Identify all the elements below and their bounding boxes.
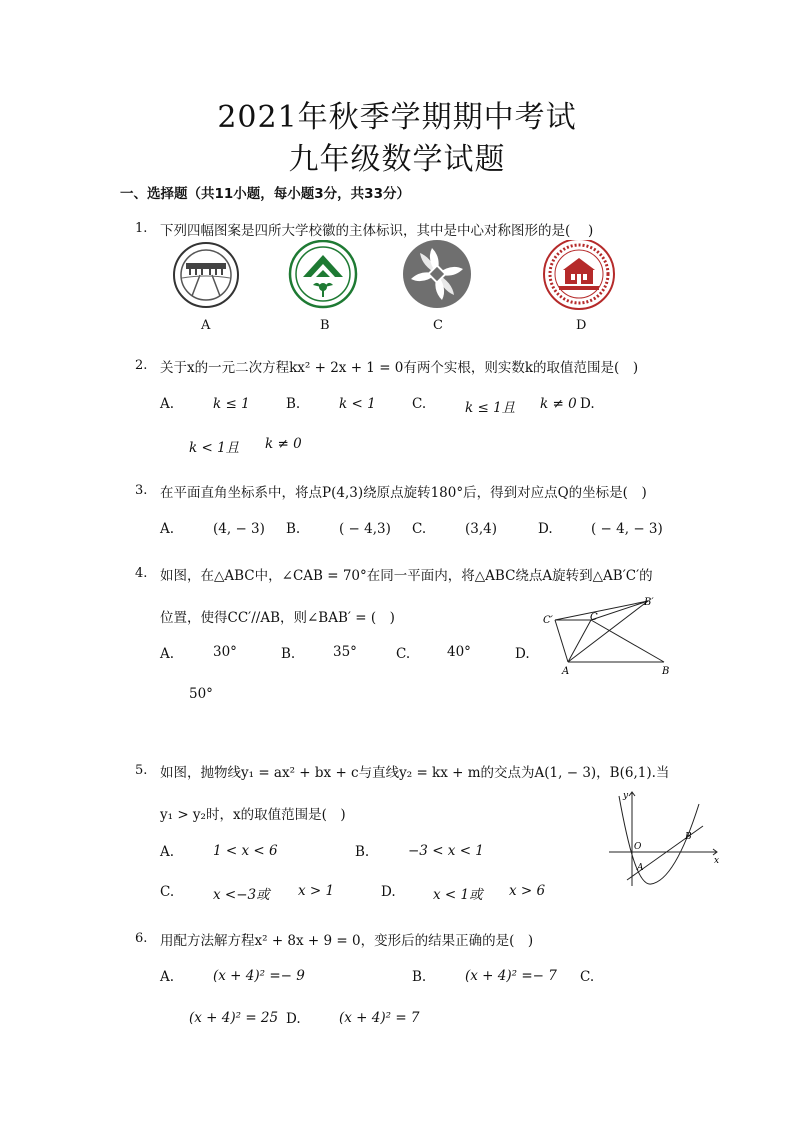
q2-option-b-label: B. — [286, 396, 301, 412]
q5-option-d: x < 1或 — [433, 887, 483, 903]
logo-c-icon — [403, 240, 471, 308]
q5-number: 5. — [135, 763, 148, 778]
q5-option-c-cont: x > 1 — [298, 883, 335, 899]
q5-fig-label-x: x — [714, 856, 720, 866]
q4-fig-label-b: B — [662, 666, 670, 677]
q4-option-b-label: B. — [281, 646, 296, 662]
q3-option-a: (4, − 3) — [213, 521, 265, 537]
q1-label-c: C — [433, 318, 443, 333]
q2-text: 关于x的一元二次方程kx² + 2x + 1 = 0有两个实根，则实数k的取值范围是( ) — [160, 360, 639, 376]
q3-option-c: (3,4) — [465, 521, 498, 537]
q5-option-d-cont: x > 6 — [509, 883, 546, 899]
q5-text-line1: 如图，抛物线y₁ = ax² + bx + c与直线y₂ = kx + m的交点为A(1, − 3)，B(6,1).当 — [160, 765, 670, 781]
q6-option-a: (x + 4)² =− 9 — [213, 968, 305, 984]
q5-option-c-label: C. — [160, 884, 175, 900]
exam-title: 2021年秋季学期期中考试 — [217, 100, 577, 135]
q6-number: 6. — [135, 931, 148, 946]
logo-d-icon — [544, 240, 614, 309]
q4-option-d: 50° — [189, 686, 213, 702]
q2-option-a: k ≤ 1 — [213, 396, 250, 412]
q5-option-c: x <−3或 — [213, 887, 270, 903]
q1-label-d: D — [576, 318, 587, 333]
q5-fig-label-o: O — [634, 842, 642, 852]
q4-text-line1: 如图，在△ABC中，∠CAB = 70°在同一平面内，将△ABC绕点A旋转到△AB′C′的 — [160, 568, 653, 584]
q4-fig-label-cprime: C′ — [543, 615, 553, 626]
q5-option-a: 1 < x < 6 — [213, 843, 278, 859]
q5-option-b: −3 < x < 1 — [408, 843, 484, 859]
q1-label-b: B — [320, 318, 330, 333]
logo-b-icon — [290, 241, 356, 307]
q6-text: 用配方法解方程x² + 8x + 9 = 0，变形后的结果正确的是( ) — [160, 933, 534, 949]
q5-option-d-label: D. — [381, 884, 396, 900]
q5-fig-label-y: y — [623, 791, 629, 801]
q4-text-line2: 位置，使得CC′//AB，则∠BAB′ = ( ) — [160, 610, 395, 626]
q4-fig-label-c: C — [590, 612, 598, 623]
q5-text-line2: y₁ > y₂时，x的取值范围是( ) — [160, 807, 346, 823]
q3-option-b-label: B. — [286, 521, 301, 537]
q4-fig-label-bprime: B′ — [644, 597, 654, 608]
exam-subtitle: 九年级数学试题 — [288, 142, 506, 177]
q3-option-a-label: A. — [160, 521, 175, 537]
q4-option-a: 30° — [213, 644, 237, 660]
q6-option-d-label: D. — [286, 1011, 301, 1027]
q3-option-d: ( − 4, − 3) — [591, 521, 663, 537]
q1-number: 1. — [135, 221, 148, 236]
q4-option-a-label: A. — [160, 646, 175, 662]
section-header: 一、选择题（共11小题，每小题3分，共33分） — [120, 186, 410, 202]
q4-option-c: 40° — [447, 644, 471, 660]
q5-figure — [603, 786, 723, 890]
q3-number: 3. — [135, 483, 148, 498]
q4-number: 4. — [135, 566, 148, 581]
q1-label-a: A — [201, 318, 211, 333]
q4-fig-label-a: A — [562, 666, 570, 677]
q5-fig-label-a: A — [637, 863, 644, 873]
q3-option-c-label: C. — [412, 521, 427, 537]
q3-option-b: ( − 4,3) — [339, 521, 391, 537]
q4-option-c-label: C. — [396, 646, 411, 662]
q3-option-d-label: D. — [538, 521, 553, 537]
q1-text: 下列四幅图案是四所大学校徽的主体标识，其中是中心对称图形的是( ) — [160, 223, 594, 239]
q4-figure — [540, 592, 680, 678]
q5-option-a-label: A. — [160, 844, 175, 860]
q6-option-d: (x + 4)² = 7 — [339, 1010, 420, 1026]
q1-logos — [170, 240, 630, 315]
q2-option-a-label: A. — [160, 396, 175, 412]
q2-option-c-cont: k ≠ 0 — [540, 396, 577, 412]
q6-option-c: (x + 4)² = 25 — [189, 1010, 279, 1026]
q2-option-d-cont: k ≠ 0 — [265, 436, 302, 452]
q2-number: 2. — [135, 358, 148, 373]
q2-option-d-label: D. — [580, 396, 595, 412]
q5-fig-label-b: B — [685, 832, 692, 842]
q6-option-a-label: A. — [160, 969, 175, 985]
logo-a-icon — [174, 243, 238, 307]
q6-option-b-label: B. — [412, 969, 427, 985]
q5-option-b-label: B. — [355, 844, 370, 860]
q2-option-c-label: C. — [412, 396, 427, 412]
q4-option-d-label: D. — [515, 646, 530, 662]
q2-option-c: k ≤ 1且 — [465, 400, 516, 416]
q2-option-b: k < 1 — [339, 396, 376, 412]
q6-option-c-label: C. — [580, 969, 595, 985]
q4-option-b: 35° — [333, 644, 357, 660]
q2-option-d: k < 1且 — [189, 440, 240, 456]
q6-option-b: (x + 4)² =− 7 — [465, 968, 557, 984]
q3-text: 在平面直角坐标系中，将点P(4,3)绕原点旋转180°后，得到对应点Q的坐标是( ) — [160, 485, 647, 501]
